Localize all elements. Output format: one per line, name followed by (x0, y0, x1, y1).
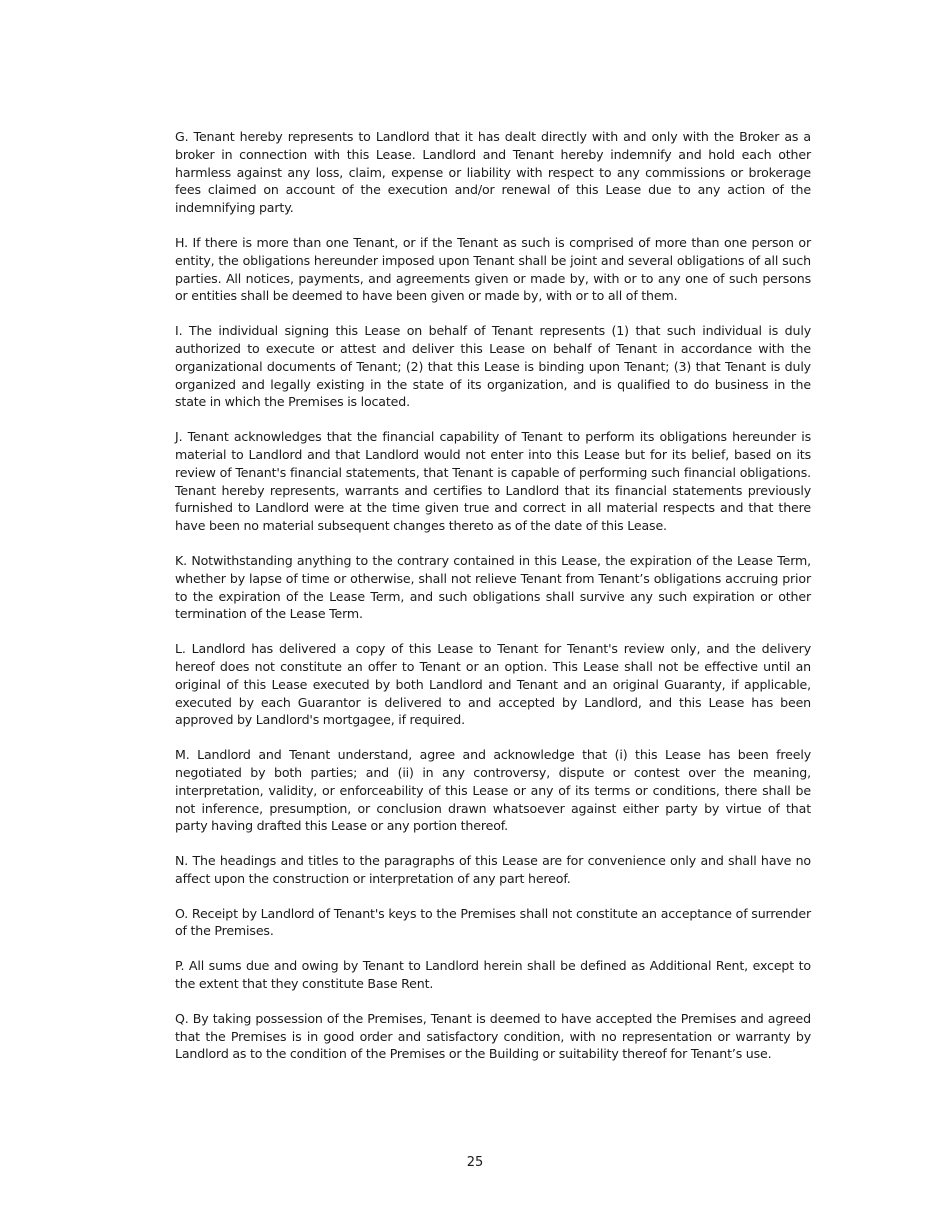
paragraph-i: I. The individual signing this Lease on behalf of Tenant represents (1) that such individual is duly authorized to execute or attest and deliver this Lease on behalf of Tenant in accordance with the organizational documents of Tenant; (2) that this Lease is binding upon Tenant; (3) that Tenant is duly organized and legally existing in the state of its organization, and is qualified to do business in the state in which the Premises is located. (175, 323, 811, 410)
paragraph-m: M. Landlord and Tenant understand, agree and acknowledge that (i) this Lease has been freely negotiated by both parties; and (ii) in any controversy, dispute or contest over the meaning, interpretation, validity, or enforceability of this Lease or any of its terms or conditions, there shall be not inference, presumption, or conclusion drawn whatsoever against either party by virtue of that party having drafted this Lease or any portion thereof. (175, 747, 811, 834)
paragraph-p: P. All sums due and owing by Tenant to Landlord herein shall be defined as Additional Rent, except to the extent that they constitute Base Rent. (175, 958, 811, 992)
page-number: 25 (466, 1155, 484, 1170)
paragraph-o: O. Receipt by Landlord of Tenant's keys to the Premises shall not constitute an acceptance of surrender of the Premises. (175, 905, 811, 939)
paragraph-k: K. Notwithstanding anything to the contrary contained in this Lease, the expiration of the Lease Term, whether by lapse of time or otherwise, shall not relieve Tenant from Tenant’s obligations accruing prior to the expiration of the Lease Term, and such obligations shall survive any such expiration or other termination of the Lease Term. (175, 552, 811, 622)
paragraph-g: G. Tenant hereby represents to Landlord that it has dealt directly with and only with the Broker as a broker in connection with this Lease. Landlord and Tenant hereby indemnify and hold each other harmless against any loss, claim, expense or liability with respect to any commissions or brokerage fees claimed on account of the execution and/or renewal of this Lease due to any action of the indemnifying party. (175, 129, 811, 216)
paragraph-n: N. The headings and titles to the paragraphs of this Lease are for convenience only and shall have no affect upon the construction or interpretation of any part hereof. (175, 853, 811, 886)
paragraph-h: H. If there is more than one Tenant, or if the Tenant as such is comprised of more than one person or entity, the obligations hereunder imposed upon Tenant shall be joint and several obligations of all such parties. All notices, payments, and agreements given or made by, with or to any one of such persons or entities shall be deemed to have been given or made by, with or to all of them. (175, 234, 811, 304)
document-body (175, 128, 811, 1080)
paragraph-q: Q. By taking possession of the Premises, Tenant is deemed to have accepted the Premises and agreed that the Premises is in good order and satisfactory condition, with no representation or warranty by Landlord as to the condition of the Premises or the Building or suitability thereof for Tenant’s use. (175, 1010, 811, 1062)
paragraph-j: J. Tenant acknowledges that the financial capability of Tenant to perform its obligations hereunder is material to Landlord and that Landlord would not enter into this Lease but for its belief, based on its review of Tenant's financial statements, that Tenant is capable of performing such financial obligations. Tenant hereby represents, warrants and certifies to Landlord that its financial statements previously furnished to Landlord were at the time given true and correct in all material respects and that there have been no material subsequent changes thereto as of the date of this Lease. (175, 429, 811, 534)
paragraph-l: L. Landlord has delivered a copy of this Lease to Tenant for Tenant's review only, and the delivery hereof does not constitute an offer to Tenant or an option. This Lease shall not be effective until an original of this Lease executed by both Landlord and Tenant and an original Guaranty, if applicable, executed by each Guarantor is delivered to and accepted by Landlord, and this Lease has been approved by Landlord's mortgagee, if required. (175, 641, 811, 728)
